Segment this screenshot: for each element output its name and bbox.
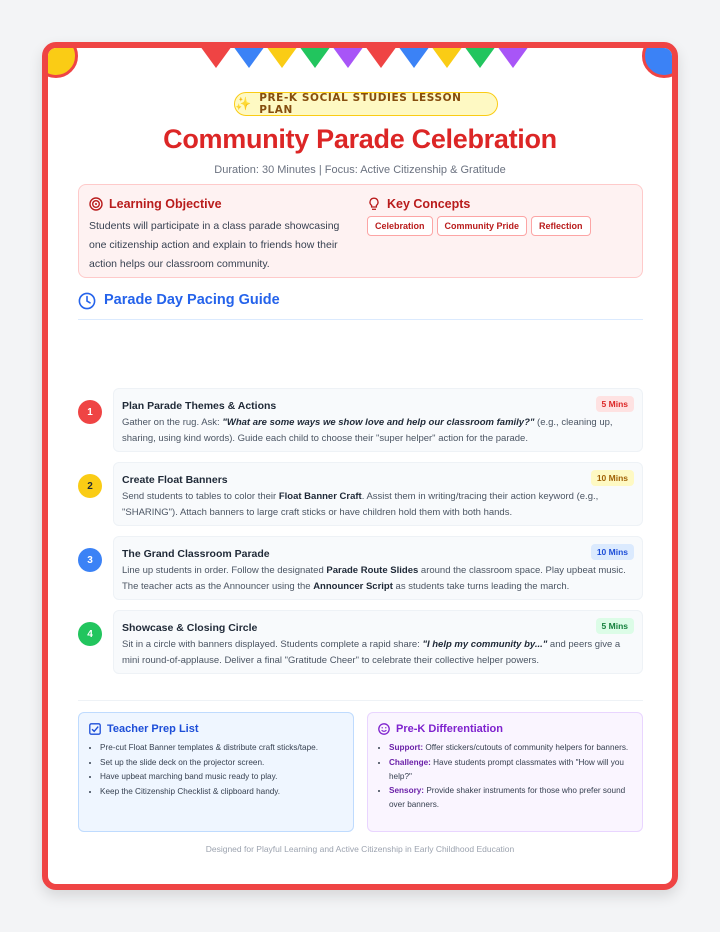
- bunting-flag: [233, 46, 265, 68]
- learning-objective-heading: [89, 197, 354, 211]
- objective-panel: [78, 184, 643, 278]
- pacing-guide-heading: Parade Day Pacing Guide: [104, 292, 280, 308]
- concept-chip: Celebration: [367, 216, 433, 236]
- step-number: 3: [78, 548, 102, 572]
- lesson-type-badge: [234, 92, 498, 116]
- step-description: Send students to tables to color their Float Banner Craft. Assist them in writing/tracing their action keyword (e.g., "SHARING"). Attach banners to large craft sticks or have children hold them with both hands.: [122, 491, 599, 518]
- concept-chip: Reflection: [531, 216, 591, 236]
- list-item: • Challenge: Have students prompt classmates with "How will you help?": [389, 756, 632, 784]
- list-item: • Have upbeat marching band music ready to play.: [100, 770, 343, 784]
- step-title: Plan Parade Themes & Actions: [122, 400, 277, 412]
- bunting-flag: [299, 46, 331, 68]
- target-icon: [89, 197, 103, 211]
- step-number: 2: [78, 474, 102, 498]
- teacher-prep-list: [89, 741, 343, 799]
- step-duration-badge: 5 Mins: [596, 618, 634, 634]
- step-card: [113, 536, 643, 600]
- step-description: Sit in a circle with banners displayed. Students complete a rapid share: "I help my community by..." and peers give a mini round-of-applause. Deliver a final "Gratitude Cheer" to celebrate their collective helper powers.: [122, 639, 621, 666]
- step-title: Showcase & Closing Circle: [122, 622, 258, 634]
- key-concepts: [367, 197, 637, 236]
- bunting-flag: [464, 46, 496, 68]
- teacher-prep-heading: [89, 723, 343, 735]
- bunting-flag: [398, 46, 430, 68]
- checkbox-icon: [89, 723, 101, 735]
- step-description: Gather on the rug. Ask: "What are some ways we show love and help our classroom family?" (e.g., cleaning up, sharing, using kind words). Guide each child to choose their "super helper" action for the parade.: [122, 417, 613, 444]
- footer-text: Designed for Playful Learning and Active Citizenship in Early Childhood Education: [205, 844, 515, 854]
- bunting-flag: [431, 46, 463, 68]
- lightbulb-icon: [367, 197, 381, 211]
- bunting-flag: [365, 46, 397, 68]
- step-duration-badge: 10 Mins: [591, 544, 634, 560]
- differentiation-panel: [367, 712, 643, 832]
- smile-icon: [378, 723, 390, 735]
- step-card: [113, 610, 643, 674]
- step-number: 4: [78, 622, 102, 646]
- lesson-plan-card: [42, 42, 678, 890]
- page-title: Community Parade Celebration: [163, 124, 557, 154]
- list-item: • Pre-cut Float Banner templates & distribute craft sticks/tape.: [100, 741, 343, 755]
- differentiation-heading: [378, 723, 632, 735]
- list-item: • Set up the slide deck on the projector screen.: [100, 756, 343, 770]
- step-card: [113, 462, 643, 526]
- page-subtitle: Duration: 30 Minutes | Focus: Active Citizenship & Gratitude: [214, 164, 506, 176]
- learning-objective: [89, 197, 354, 274]
- bunting-flag: [266, 46, 298, 68]
- differentiation-list: [378, 741, 632, 812]
- step-title: Create Float Banners: [122, 474, 228, 486]
- section-divider: [78, 700, 643, 701]
- step-duration-badge: 5 Mins: [596, 396, 634, 412]
- key-concepts-heading: [367, 197, 637, 211]
- concept-chips: [367, 216, 637, 236]
- list-item: • Keep the Citizenship Checklist & clipboard handy.: [100, 785, 343, 799]
- corner-decoration-yellow: [42, 42, 78, 78]
- step-title: The Grand Classroom Parade: [122, 548, 270, 560]
- key-concepts-heading-text: Key Concepts: [387, 197, 471, 211]
- objective-heading-text: Learning Objective: [109, 197, 222, 211]
- step-description: Line up students in order. Follow the designated Parade Route Slides around the classroom space. Play upbeat music. The teacher acts as the Announcer using the Announcer Script as students take turns leading the march.: [122, 565, 626, 592]
- step-card: [113, 388, 643, 452]
- concept-chip: Community Pride: [437, 216, 528, 236]
- clock-icon: [78, 292, 96, 310]
- bunting-flag: [497, 46, 529, 68]
- differentiation-heading-text: Pre-K Differentiation: [396, 723, 503, 735]
- badge-label: PRE-K SOCIAL STUDIES LESSON PLAN: [259, 92, 462, 116]
- pacing-guide-header: [78, 292, 643, 320]
- teacher-prep-heading-text: Teacher Prep List: [107, 723, 199, 735]
- teacher-prep-panel: [78, 712, 354, 832]
- step-duration-badge: 10 Mins: [591, 470, 634, 486]
- bunting-flag: [332, 46, 364, 68]
- sparkles-icon: ✨: [235, 96, 252, 111]
- corner-decoration-blue: [642, 42, 678, 78]
- objective-text: Students will participate in a class parade showcasing one citizenship action and explain to friends how their action helps our classroom community.: [89, 220, 340, 270]
- bunting-flag: [200, 46, 232, 68]
- step-number: 1: [78, 400, 102, 424]
- list-item: • Sensory: Provide shaker instruments for those who prefer sound over banners.: [389, 784, 632, 812]
- list-item: • Support: Offer stickers/cutouts of community helpers for banners.: [389, 741, 632, 755]
- bunting-banner: [200, 46, 530, 70]
